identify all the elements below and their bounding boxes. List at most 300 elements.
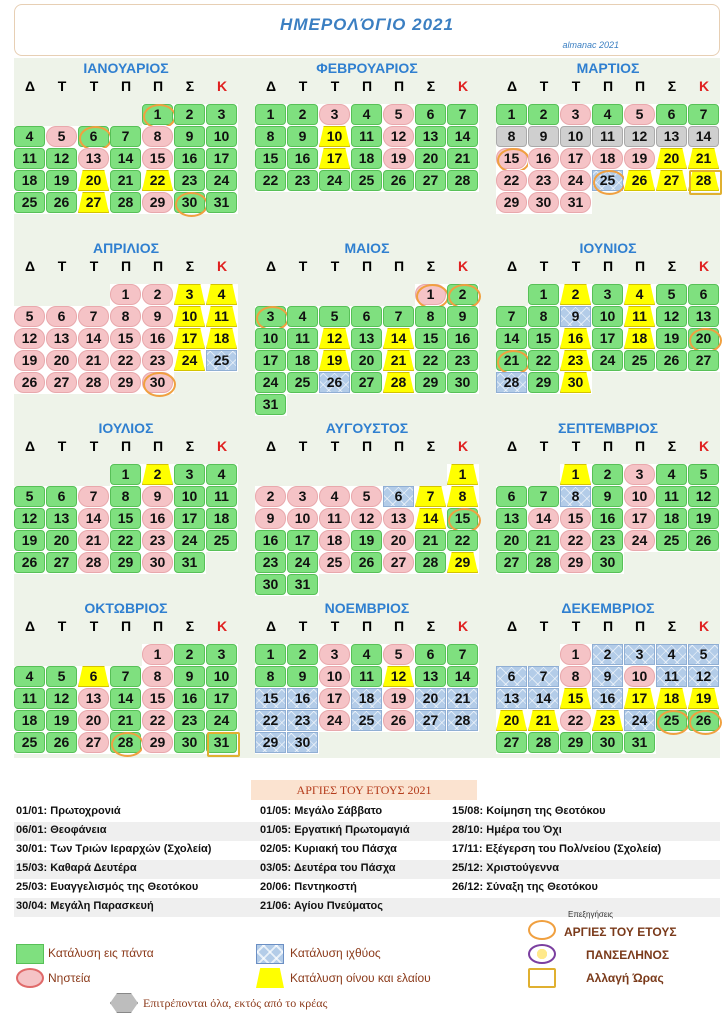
day-cell [110, 666, 142, 688]
day-number: 23 [454, 352, 471, 368]
day-number: 26 [21, 554, 38, 570]
day-cell [14, 372, 46, 394]
day-cell [174, 148, 206, 170]
day-number: 24 [213, 172, 230, 188]
day-number: 10 [567, 128, 584, 144]
day-cell [78, 306, 110, 328]
day-cell [415, 284, 447, 306]
day-number: 4 [635, 286, 644, 302]
weekday-label: Π [152, 258, 164, 274]
day-number: 16 [149, 510, 166, 526]
day-number: 19 [53, 172, 70, 188]
day-number: 18 [599, 150, 616, 166]
day-cell [415, 552, 447, 574]
day-number: 12 [21, 330, 38, 346]
day-cell [560, 464, 592, 486]
day-number: 22 [262, 172, 279, 188]
day-cell [688, 508, 720, 530]
day-number: 28 [454, 712, 471, 728]
day-number: 2 [603, 646, 612, 662]
day-number: 2 [539, 106, 548, 122]
day-number: 4 [362, 106, 371, 122]
day-number: 15 [567, 510, 584, 526]
day-cell [688, 126, 720, 148]
day-cell [319, 644, 351, 666]
day-number: 5 [699, 466, 708, 482]
day-number: 15 [262, 150, 279, 166]
weekday-label: Τ [89, 78, 99, 94]
day-number: 25 [663, 712, 680, 728]
day-cell [46, 170, 78, 192]
day-number: 16 [262, 532, 279, 548]
day-cell [592, 552, 624, 574]
day-cell [142, 284, 174, 306]
day-cell [142, 170, 174, 192]
holiday-entry: 17/11: Εξέγερση του Πολ/νείου (Σχολεία) [452, 843, 662, 855]
day-number: 13 [422, 668, 439, 684]
day-number: 5 [667, 286, 676, 302]
holiday-row [14, 879, 720, 898]
day-cell [174, 710, 206, 732]
holiday-row [14, 860, 720, 879]
day-number: 24 [181, 532, 198, 548]
day-number: 26 [390, 172, 407, 188]
day-cell [688, 666, 720, 688]
day-cell [255, 508, 287, 530]
holiday-entry: 02/05: Κυριακή του Πάσχα [260, 843, 397, 855]
day-cell [496, 148, 528, 170]
day-number: 22 [535, 352, 552, 368]
day-cell [383, 104, 415, 126]
day-number: 4 [330, 488, 339, 504]
day-cell [110, 328, 142, 350]
day-cell [14, 306, 46, 328]
weekday-label: Κ [216, 618, 228, 634]
weekday-label: Κ [457, 438, 469, 454]
day-cell [624, 644, 656, 666]
day-cell [78, 530, 110, 552]
day-cell [383, 552, 415, 574]
day-number: 24 [262, 374, 279, 390]
day-cell [287, 732, 319, 754]
day-number: 8 [571, 668, 580, 684]
day-cell [592, 508, 624, 530]
day-number: 13 [422, 128, 439, 144]
day-cell [496, 350, 528, 372]
day-cell [415, 350, 447, 372]
day-cell [206, 486, 238, 508]
day-number: 29 [567, 734, 584, 750]
legend-fast-swatch [16, 968, 44, 988]
weekday-label: Τ [539, 258, 549, 274]
day-number: 16 [599, 690, 616, 706]
day-cell [174, 104, 206, 126]
day-number: 9 [603, 668, 612, 684]
day-cell [14, 710, 46, 732]
day-cell [142, 508, 174, 530]
day-number: 10 [213, 668, 230, 684]
day-number: 17 [294, 532, 311, 548]
day-cell [174, 192, 206, 214]
day-number: 17 [262, 352, 279, 368]
weekday-label: Κ [698, 438, 710, 454]
day-cell [496, 192, 528, 214]
day-cell [496, 372, 528, 394]
weekday-label: Σ [426, 618, 436, 634]
day-number: 4 [362, 646, 371, 662]
day-cell [447, 328, 479, 350]
month-11 [255, 598, 479, 780]
day-cell [319, 306, 351, 328]
day-cell [656, 148, 688, 170]
day-cell [624, 508, 656, 530]
day-cell [415, 328, 447, 350]
day-number: 5 [394, 106, 403, 122]
day-cell [174, 732, 206, 754]
day-cell [206, 126, 238, 148]
day-number: 16 [149, 330, 166, 346]
day-cell [560, 372, 592, 394]
day-cell [78, 666, 110, 688]
day-number: 10 [599, 308, 616, 324]
day-number: 14 [535, 690, 552, 706]
month-10 [14, 598, 238, 780]
day-cell [78, 372, 110, 394]
day-cell [560, 328, 592, 350]
month-6 [496, 238, 720, 420]
day-cell [14, 126, 46, 148]
day-cell [110, 688, 142, 710]
day-number: 27 [390, 554, 407, 570]
day-cell [447, 104, 479, 126]
day-number: 2 [185, 646, 194, 662]
day-number: 28 [535, 734, 552, 750]
day-number: 18 [294, 352, 311, 368]
day-cell [415, 644, 447, 666]
day-cell [142, 732, 174, 754]
day-cell [255, 530, 287, 552]
month-name: ΔΕΚΕΜΒΡΙΟΣ [561, 600, 655, 616]
day-cell [110, 372, 142, 394]
day-cell [415, 530, 447, 552]
day-number: 26 [631, 172, 648, 188]
day-number: 10 [326, 668, 343, 684]
day-cell [255, 104, 287, 126]
day-cell [351, 688, 383, 710]
day-number: 20 [53, 532, 70, 548]
day-number: 28 [117, 194, 134, 210]
day-number: 23 [181, 172, 198, 188]
month-9 [496, 418, 720, 600]
day-cell [110, 148, 142, 170]
day-number: 14 [695, 128, 712, 144]
weekday-label: Τ [89, 258, 99, 274]
day-cell [287, 148, 319, 170]
day-number: 29 [535, 374, 552, 390]
legend-green-label: Κατάλυση εις πάντα [48, 946, 154, 960]
day-number: 14 [422, 510, 439, 526]
day-cell [46, 530, 78, 552]
day-number: 28 [390, 374, 407, 390]
day-cell [624, 284, 656, 306]
day-number: 8 [571, 488, 580, 504]
month-name: ΝΟΕΜΒΡΙΟΣ [324, 600, 410, 616]
day-cell [383, 530, 415, 552]
month-5 [255, 238, 479, 420]
day-cell [415, 508, 447, 530]
day-number: 7 [458, 106, 467, 122]
holiday-entry: 30/04: Μεγάλη Παρασκευή [16, 900, 154, 912]
day-number: 29 [454, 554, 471, 570]
month-name: ΙΟΥΝΙΟΣ [579, 240, 637, 256]
day-cell [142, 126, 174, 148]
day-number: 19 [390, 150, 407, 166]
day-cell [46, 126, 78, 148]
day-number: 25 [599, 172, 616, 188]
page-title: ΗΜΕΡΟΛΌΓΙΟ 2021 [280, 15, 454, 34]
weekday-label: Τ [57, 258, 67, 274]
day-cell [496, 530, 528, 552]
day-number: 1 [153, 106, 162, 122]
day-cell [688, 350, 720, 372]
day-number: 23 [149, 532, 166, 548]
day-number: 6 [507, 668, 516, 684]
day-cell [496, 104, 528, 126]
day-cell [560, 148, 592, 170]
day-number: 29 [117, 554, 134, 570]
day-cell [560, 710, 592, 732]
day-cell [496, 328, 528, 350]
day-cell [142, 148, 174, 170]
day-number: 17 [181, 330, 198, 346]
day-number: 11 [22, 150, 37, 166]
day-cell [496, 732, 528, 754]
day-cell [287, 710, 319, 732]
day-number: 14 [535, 510, 552, 526]
holiday-row [14, 841, 720, 860]
day-cell [528, 306, 560, 328]
page-subtitle: almanac 2021 [562, 40, 619, 50]
day-cell [319, 328, 351, 350]
holiday-entry: 20/06: Πεντηκοστή [260, 881, 357, 893]
legend-wine-swatch [256, 968, 284, 988]
day-cell [287, 688, 319, 710]
weekday-label: Π [393, 438, 405, 454]
legend-fast-label: Νηστεία [48, 971, 91, 985]
legend-note: Επεξηγήσεις [568, 910, 614, 919]
day-number: 9 [153, 308, 162, 324]
day-number: 27 [422, 172, 439, 188]
day-number: 17 [567, 150, 584, 166]
month-8 [255, 418, 479, 600]
legend-meat-label: Επιτρέπονται όλα, εκτός από το κρέας [143, 996, 328, 1010]
day-number: 26 [695, 712, 712, 728]
weekday-label: Δ [24, 438, 36, 454]
day-cell [496, 688, 528, 710]
day-cell [142, 688, 174, 710]
day-number: 25 [294, 374, 311, 390]
day-cell [656, 508, 688, 530]
holiday-row [14, 803, 720, 822]
day-number: 30 [599, 734, 616, 750]
day-number: 30 [149, 374, 166, 390]
weekday-label: Κ [457, 258, 469, 274]
weekday-label: Π [634, 258, 646, 274]
day-cell [255, 306, 287, 328]
day-cell [255, 574, 287, 596]
day-number: 10 [631, 668, 648, 684]
day-number: 3 [635, 646, 644, 662]
month-name: ΑΥΓΟΥΣΤΟΣ [325, 420, 409, 436]
day-cell [255, 372, 287, 394]
day-number: 26 [53, 734, 70, 750]
month-name: ΦΕΒΡΟΥΑΡΙΟΣ [316, 60, 418, 76]
day-cell [46, 688, 78, 710]
day-number: 24 [181, 352, 198, 368]
day-number: 21 [117, 172, 134, 188]
day-cell [287, 170, 319, 192]
day-number: 19 [21, 532, 38, 548]
day-number: 7 [121, 668, 130, 684]
day-cell [14, 530, 46, 552]
weekday-label: Δ [265, 78, 277, 94]
day-cell [447, 284, 479, 306]
day-number: 29 [117, 374, 134, 390]
day-number: 14 [85, 510, 102, 526]
day-number: 16 [294, 690, 311, 706]
day-cell [78, 350, 110, 372]
day-cell [415, 126, 447, 148]
weekday-label: Π [634, 618, 646, 634]
day-cell [656, 464, 688, 486]
day-number: 20 [663, 150, 680, 166]
day-cell [174, 170, 206, 192]
weekday-label: Π [152, 78, 164, 94]
day-cell [287, 552, 319, 574]
day-number: 3 [330, 646, 339, 662]
day-cell [560, 126, 592, 148]
day-cell [206, 192, 238, 214]
day-cell [415, 666, 447, 688]
day-cell [351, 666, 383, 688]
day-cell [110, 508, 142, 530]
day-cell [14, 350, 46, 372]
day-number: 9 [266, 510, 275, 526]
day-number: 28 [117, 734, 134, 750]
day-cell [206, 350, 238, 372]
weekday-label: Δ [24, 258, 36, 274]
day-cell [14, 148, 46, 170]
day-number: 20 [85, 712, 102, 728]
day-cell [415, 372, 447, 394]
day-cell [447, 126, 479, 148]
weekday-label: Σ [185, 438, 195, 454]
legend-meat-swatch [110, 993, 138, 1013]
day-cell [174, 508, 206, 530]
day-number: 25 [21, 734, 38, 750]
weekday-label: Σ [667, 258, 677, 274]
day-cell [624, 688, 656, 710]
day-number: 10 [181, 488, 198, 504]
holiday-entry: 30/01: Των Τριών Ιεραρχών (Σχολεία) [16, 843, 212, 855]
day-number: 20 [503, 712, 520, 728]
day-number: 1 [266, 646, 275, 662]
day-cell [14, 732, 46, 754]
day-number: 17 [181, 510, 198, 526]
day-cell [528, 148, 560, 170]
day-number: 13 [390, 510, 407, 526]
day-cell [255, 170, 287, 192]
day-cell [496, 170, 528, 192]
day-number: 18 [663, 510, 680, 526]
legend-holiday-label: ΑΡΓΙΕΣ ΤΟΥ ΕΤΟΥΣ [564, 925, 677, 939]
day-number: 8 [507, 128, 516, 144]
day-number: 17 [326, 690, 343, 706]
weekday-label: Τ [330, 438, 340, 454]
day-number: 29 [503, 194, 520, 210]
day-cell [415, 306, 447, 328]
legend-dst-swatch [528, 968, 556, 988]
day-number: 16 [294, 150, 311, 166]
day-number: 4 [667, 466, 676, 482]
day-number: 1 [539, 286, 548, 302]
day-number: 5 [394, 646, 403, 662]
day-number: 13 [85, 150, 102, 166]
day-number: 22 [454, 532, 471, 548]
day-cell [110, 732, 142, 754]
day-number: 18 [21, 172, 38, 188]
day-number: 26 [663, 352, 680, 368]
day-number: 2 [266, 488, 275, 504]
day-number: 1 [121, 286, 130, 302]
day-cell [351, 710, 383, 732]
weekday-label: Π [602, 78, 614, 94]
day-cell [174, 284, 206, 306]
day-cell [255, 394, 287, 416]
weekday-label: Τ [571, 78, 581, 94]
weekday-label: Π [634, 438, 646, 454]
day-cell [624, 710, 656, 732]
day-number: 28 [503, 374, 520, 390]
day-cell [447, 306, 479, 328]
day-number: 27 [85, 734, 102, 750]
day-cell [110, 710, 142, 732]
day-cell [287, 574, 319, 596]
day-number: 5 [635, 106, 644, 122]
day-number: 7 [539, 668, 548, 684]
day-number: 3 [266, 308, 275, 324]
day-number: 8 [426, 308, 435, 324]
day-cell [319, 710, 351, 732]
day-cell [174, 530, 206, 552]
day-cell [351, 328, 383, 350]
day-number: 6 [426, 106, 435, 122]
day-cell [592, 148, 624, 170]
day-cell [206, 508, 238, 530]
weekday-label: Τ [539, 618, 549, 634]
day-cell [14, 328, 46, 350]
day-number: 31 [567, 194, 584, 210]
weekday-label: Δ [24, 618, 36, 634]
day-number: 2 [603, 466, 612, 482]
day-cell [142, 710, 174, 732]
day-number: 25 [21, 194, 38, 210]
day-number: 19 [53, 712, 70, 728]
day-number: 13 [358, 330, 375, 346]
day-cell [206, 688, 238, 710]
day-number: 19 [326, 352, 343, 368]
day-cell [255, 486, 287, 508]
